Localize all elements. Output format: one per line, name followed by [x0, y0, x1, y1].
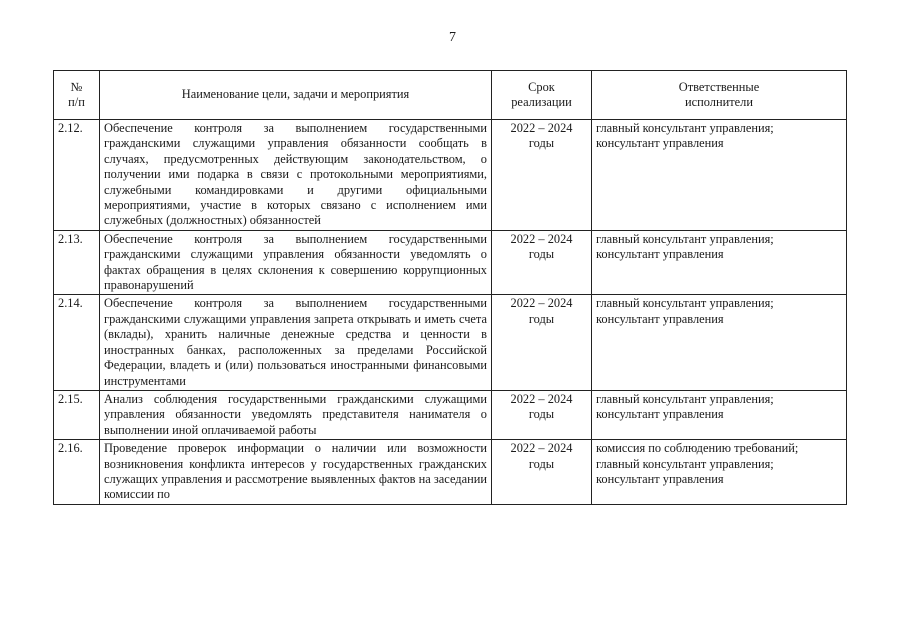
row-term: 2022 – 2024 годы: [492, 230, 592, 295]
table-row: [54, 120, 847, 231]
row-number: 2.13.: [54, 230, 100, 295]
row-term: 2022 – 2024 годы: [492, 120, 592, 231]
table-row: [54, 230, 847, 295]
header-name: Наименование цели, задачи и мероприятия: [100, 71, 492, 120]
row-number: 2.12.: [54, 120, 100, 231]
table-row: [54, 390, 847, 439]
table-row: [54, 440, 847, 505]
row-name: Анализ соблюдения государственными гражданскими служащими управления обязанности уведомлять представителя нанимателя о выполнении иной оплачиваемой работы: [100, 390, 492, 439]
header-term: Срок реализации: [492, 71, 592, 120]
row-responsible: главный консультант управления; консультант управления: [592, 120, 847, 231]
row-number: 2.15.: [54, 390, 100, 439]
row-name: Обеспечение контроля за выполнением государственными гражданскими служащими управления запрета открывать и иметь счета (вклады), хранить наличные денежные средства и ценности в иностранных банках, расположенных за пределами Российской Федерации, владеть и (или) пользоваться иностранными финансовыми инструментами: [100, 295, 492, 390]
row-name: Обеспечение контроля за выполнением государственными гражданскими служащими управления обязанности сообщать в случаях, предусмотренных действующим законодательством, о получении ими подарка в связи с протокольными мероприятиями, служебными командировками и другими официальными мероприятиями, участие в которых связано с исполнением ими служебных (должностных) обязанностей: [100, 120, 492, 231]
row-term: 2022 – 2024 годы: [492, 295, 592, 390]
table-row: [54, 295, 847, 390]
row-number: 2.16.: [54, 440, 100, 505]
row-name: Проведение проверок информации о наличии или возможности возникновения конфликта интересов у государственных гражданских служащих управления и рассмотрение выявленных фактов на заседании комиссии по: [100, 440, 492, 505]
row-number: 2.14.: [54, 295, 100, 390]
row-responsible: главный консультант управления; консультант управления: [592, 390, 847, 439]
header-number: № п/п: [54, 71, 100, 120]
row-responsible: главный консультант управления; консультант управления: [592, 230, 847, 295]
plan-table: [53, 70, 847, 505]
table-header-row: [54, 71, 847, 120]
row-responsible: комиссия по соблюдению требований; главный консультант управления; консультант управления: [592, 440, 847, 505]
page-number: 7: [449, 30, 456, 45]
row-term: 2022 – 2024 годы: [492, 440, 592, 505]
header-responsible: Ответственные исполнители: [592, 71, 847, 120]
row-responsible: главный консультант управления; консультант управления: [592, 295, 847, 390]
row-term: 2022 – 2024 годы: [492, 390, 592, 439]
row-name: Обеспечение контроля за выполнением государственными гражданскими служащими управления обязанности уведомлять о фактах обращения в целях склонения к совершению коррупционных правонарушений: [100, 230, 492, 295]
